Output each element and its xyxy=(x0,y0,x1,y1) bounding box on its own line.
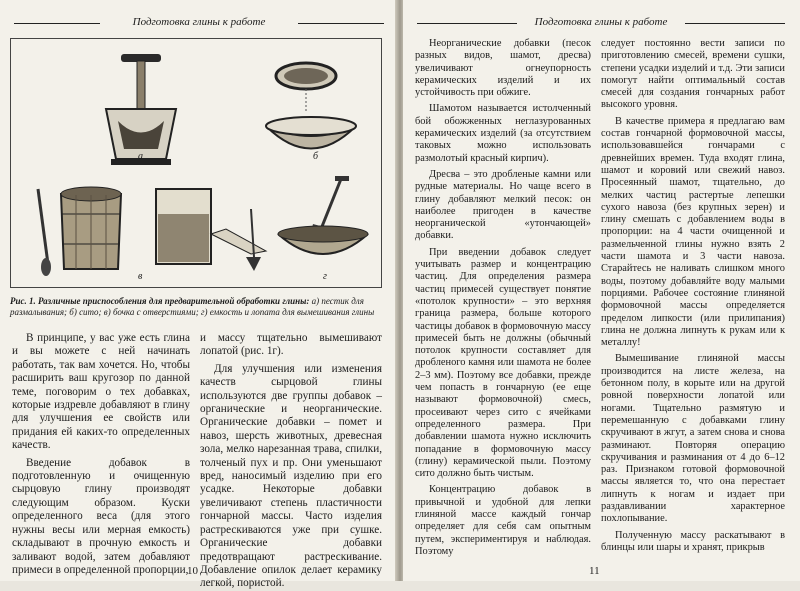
paragraph: Полученную массу раскатывают в блинцы или шары и хранят, прикрыв xyxy=(601,529,785,553)
figure-illustration xyxy=(10,38,382,288)
page-number-right: 11 xyxy=(589,565,600,577)
paragraph: Введение добавок в подготовленную и очищенную сырцовую глину производят следующим образом. Куски определенного веса (для этого нужны весы или мерная емкость) складывают в прочную емкость и заливают водой, затем добавляют примеси в определенной пропорции, xyxy=(12,456,190,576)
paragraph: Дресва – это дробленые камни или рудные материалы. Но чаще всего в глину добавляют мелкий песок: он наиболее пригоден в качестве неорганической «утончающей» добавки. xyxy=(415,168,591,242)
running-head-left: Подготовка глины к работе xyxy=(14,16,384,30)
paragraph: При введении добавок следует учитывать размер и концентрацию частиц. Для определения размера частиц примесей существует понятие «потолок крупности» – это верхняя граница размера, больше которого частицы добавок в формовочную массу примесей быть не должны (обычный потолок крупности составляет для дробленого камня или шамота не более 2–3 мм). Поэтому все добавки, прежде чем попасть в гончарную (ее еще называют формовочной) смесь, просеивают через сито с ячейками определенного размера. При добавлении шамота нужно исключить попадание в формовочную массу (глину) керамической пыли. Поэтому сито должно быть чистым. xyxy=(415,246,591,480)
right-column-1 xyxy=(415,38,591,558)
right-column-2 xyxy=(601,38,785,554)
left-page xyxy=(0,0,397,590)
paragraph: Для улучшения или изменения качеств сырцовой глины используются две группы добавок – органические и неорганические. Органические добавки – помет и навоз, шерсть животных, древесная зола, мелко нарезанная трава, спилки, толченый пух и пр. Они уменьшают вред, наносимый изделию при его усадке. Некоторые добавки увеличивают степень пластичности гончарной массы. Часто изделия растрескиваются уже при сушке. Органические добавки предотвращают растрескивание. Добавление опилок делает керамику легкой, пористой. xyxy=(200,362,382,590)
left-column-1 xyxy=(12,332,190,577)
figure-label-c: в xyxy=(138,271,143,282)
caption-title: Рис. 1. Различные приспособления для предварительной обработки глины: xyxy=(10,296,310,306)
sieve-icon xyxy=(261,51,361,171)
figure-label-b: б xyxy=(313,151,319,162)
paragraph: Концентрацию добавок в привычной и удобной для лепки глиняной массе каждый гончар определяет для себя сам опытным путем, экспериментируя и наблюдая. Поэтому xyxy=(415,484,591,557)
page-number-left: 10 xyxy=(187,565,198,577)
paragraph: следует постоянно вести записи по приготовлению смесей, времени сушки, степени усадки изделий и т.д. Эти записи помогут найти оптимальный состав смесей для создания гончарных работ высокого уровня. xyxy=(601,38,785,111)
barrel-icon xyxy=(26,169,136,279)
paragraph: Неорганические добавки (песок разных видов, шамот, дресва) увеличивают огнеупорность керамических изделий и их устойчивость при обжиге. xyxy=(415,38,591,99)
paragraph: Вымешивание глиняной массы производится на листе железа, на бетонном полу, в корыте или на другой ровной поверхности лопатой или ногами. Тщательно размятую и перемешанную с добавками глину скручивают в жгут, а затем снова и снова разминают. Повторяя операцию скручивания и разминания от 4 до 6–12 раз. Признаком готовой формовочной массы является то, что она перестает липнуть к ногам и издает при раздавливании характерное похлопывание. xyxy=(601,353,785,525)
right-page xyxy=(403,0,800,581)
caption-text: а) пестик для размалывания; б) сито; в) бочка с отверстиями; г) емкость и лопата для вымешивания глины xyxy=(10,296,375,317)
paragraph: В принципе, у вас уже есть глина и вы можете с ней начинать работать, так вам хочется. Но, чтобы расширить ваш кругозор по данной теме, поговорим о тех добавках, которые издревле добавляют в глину для улучшения ее свойств или придания ей каких-то определенных качеств. xyxy=(12,332,190,452)
shovel-vessel-icon xyxy=(273,174,373,274)
running-head-right: Подготовка глины к работе xyxy=(417,16,785,30)
figure-label-a: а xyxy=(138,151,143,162)
figure-caption xyxy=(10,296,384,318)
container-icon xyxy=(151,179,271,279)
paragraph: и массу тщательно вымешивают лопатой (рис. 1г). xyxy=(200,332,382,358)
paragraph: В качестве примера я предлагаю вам состав гончарной формовочной массы, использовавшейся гончарами с древнейших времен. Туда входят глина, шамот и коровий или свежий навоз. Просеянный шамот, тщательно, до мелких частиц растертые лепешки сухого навоза (без крупных зерен) и глину смешать с добавлением воды в пропорции: на 4 части очищенной и размельченной глины нужно взять 2 части шамота и 3 части навоза. Старайтесь не наливать слишком много воды, поэтому добавляйте воду малыми порциями. Рабочее состояние глиняной формовочной массы определяется пределом липкости (или прилипания) глина не должна липнуть к рукам или к металлу! xyxy=(601,115,785,349)
left-column-2 xyxy=(200,332,382,591)
figure-label-d: г xyxy=(323,271,327,282)
paragraph: Шамотом называется истолченный бой обожженных неглазурованных керамических изделий (за отсутствием таковых можно использовать размолотый красный кирпич). xyxy=(415,103,591,164)
